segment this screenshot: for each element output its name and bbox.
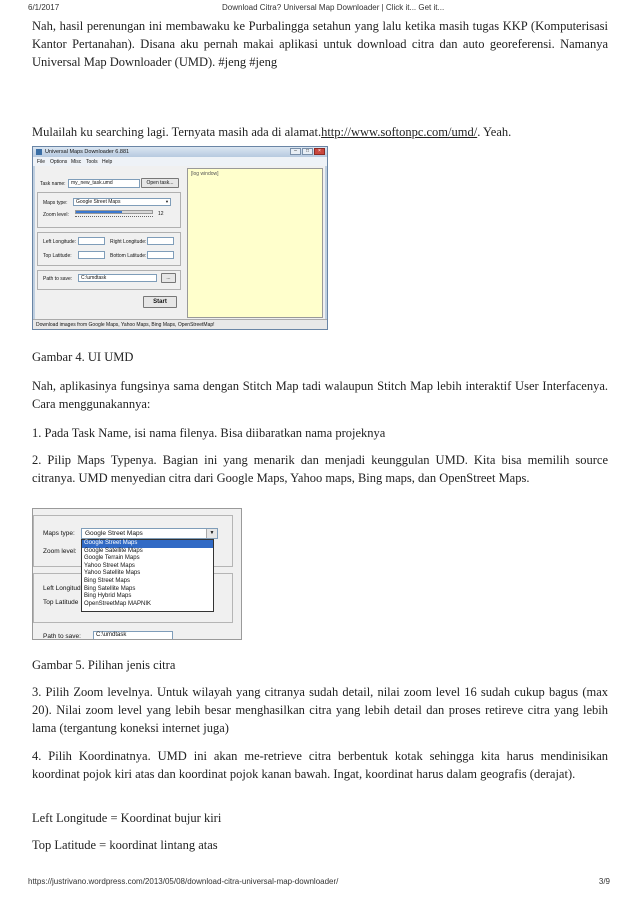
option-yahoo-street-maps[interactable]: Yahoo Street Maps — [84, 562, 135, 569]
paragraph-search-text: Mulailah ku searching lagi. Ternyata masih ada di alamat. — [32, 125, 322, 139]
bottom-latitude-input[interactable] — [147, 251, 174, 259]
paragraph-step-4: 4. Pilih Koordinatnya. UMD ini akan me-retrieve citra berbentuk kotak sehingga kita harus mendinisikan koordinat pojok kiri atas dan koordinat pojok kanan bawah. Ingat, koordinat harus dalam geografis (derajat). — [32, 749, 608, 781]
zoom-level-label-zoomed: Zoom level: — [43, 548, 77, 555]
task-name-input[interactable]: my_new_task.umd — [68, 179, 140, 188]
start-button[interactable]: Start — [143, 296, 177, 308]
maps-type-dropdown-screenshot — [32, 508, 242, 640]
maps-type-combo[interactable] — [81, 528, 218, 539]
open-task-button[interactable]: Open task... — [141, 178, 179, 188]
right-longitude-label: Right Longitude: — [110, 239, 147, 245]
maps-type-value: Google Street Maps — [76, 199, 121, 205]
print-date: 6/1/2017 — [28, 3, 60, 12]
paragraph-search-tail: . Yeah. — [477, 125, 512, 139]
umd-body — [35, 166, 325, 320]
paragraph-left-longitude: Left Longitude = Koordinat bujur kiri — [32, 811, 222, 825]
maps-type-label: Maps type: — [43, 200, 68, 206]
umd-window-screenshot — [32, 146, 328, 330]
umd-menu-bar — [33, 157, 327, 166]
top-latitude-label: Top Latitude: — [43, 253, 72, 259]
chevron-down-icon: ▼ — [165, 199, 169, 204]
paragraph-top-latitude: Top Latitude = koordinat lintang atas — [32, 838, 218, 852]
bottom-latitude-label: Bottom Latitude: — [110, 253, 147, 259]
left-longitude-label: Left Longitude: — [43, 239, 77, 245]
page-number: 3/9 — [598, 877, 610, 886]
status-text: Download images from Google Maps, Yahoo Maps, Bing Maps, OpenStreetMap! — [36, 322, 215, 328]
minimize-icon[interactable]: – — [290, 148, 301, 155]
umd-status-bar — [33, 319, 327, 329]
log-window — [187, 168, 323, 318]
right-longitude-input[interactable] — [147, 237, 174, 245]
chevron-down-icon[interactable]: ▼ — [206, 529, 217, 538]
option-bing-street-maps[interactable]: Bing Street Maps — [84, 577, 131, 584]
browse-button[interactable]: ... — [161, 273, 176, 283]
paragraph-intro: Nah, hasil perenungan ini membawaku ke Purbalingga setahun yang lalu ketika masih tugas KKP (Komputerisasi Kantor Pertanahan). Disana aku pernah makai aplikasi untuk download citra dan auto georeferensi. Namanya Universal Map Downloader (UMD). #jeng #jeng — [32, 19, 608, 69]
path-to-save-input-zoomed[interactable]: C:\umdtask — [93, 631, 173, 640]
umd-window-title: Universal Maps Downloader 6.881 — [45, 149, 130, 155]
paragraph-step-3: 3. Pilih Zoom levelnya. Untuk wilayah yang citranya sudah detail, nilai zoom level 16 sudah cukup bagus (max 20). Nilai zoom level yang lebih besar menghasilkan citra yang lebih detail dan proses retireve citra yang lebih lama (tergantung koneksi internet juga) — [32, 685, 608, 735]
task-name-label: Task name: — [40, 181, 66, 187]
option-google-street-maps[interactable]: Google Street Maps — [82, 540, 213, 548]
maximize-icon[interactable]: □ — [302, 148, 313, 155]
paragraph-step-2: 2. Pilip Maps Typenya. Bagian ini yang menarik dan menjadi keunggulan UMD. Kita bisa memilih source citranya. UMD menyedian citra dari Google Maps, Yahoo maps, Bing maps, dan OpenStreet Maps. — [32, 453, 608, 485]
app-icon — [36, 149, 42, 155]
figure-5-caption: Gambar 5. Pilihan jenis citra — [32, 658, 176, 672]
zoom-slider-fill — [76, 211, 122, 213]
menu-misc[interactable]: Misc — [71, 159, 82, 165]
option-bing-hybrid-maps[interactable]: Bing Hybrid Maps — [84, 593, 132, 600]
menu-tools[interactable]: Tools — [86, 159, 98, 165]
maps-type-combo-value: Google Street Maps — [85, 530, 143, 537]
umd-download-link[interactable]: http://www.softonpc.com/umd/ — [321, 125, 478, 139]
print-title: Download Citra? Universal Map Downloader | Click it... Get it... — [222, 3, 445, 12]
maps-type-select[interactable] — [73, 198, 171, 206]
maps-type-options-list — [81, 539, 214, 612]
maps-type-label-zoomed: Maps type: — [43, 530, 75, 537]
menu-file[interactable]: File — [37, 159, 46, 165]
umd-title-bar — [33, 147, 327, 157]
paragraph-search — [32, 123, 608, 141]
path-to-save-input[interactable]: C:\umdtask — [78, 274, 157, 282]
source-url: https://justrivano.wordpress.com/2013/05/08/download-citra-universal-map-downloader/ — [28, 877, 339, 886]
option-google-terrain-maps[interactable]: Google Terrain Maps — [84, 555, 140, 562]
paragraph-usage: Nah, aplikasinya fungsinya sama dengan Stitch Map tadi walaupun Stitch Map lebih interaktif User Interfacenya. Cara menggunakannya: — [32, 379, 608, 411]
paragraph-step-1: 1. Pada Task Name, isi nama filenya. Bisa diibaratkan nama projeknya — [32, 426, 386, 440]
menu-help[interactable]: Help — [102, 159, 113, 165]
path-to-save-label-zoomed: Path to save: — [43, 633, 81, 640]
zoom-slider[interactable] — [75, 210, 153, 214]
zoom-level-label: Zoom level: — [43, 212, 69, 218]
menu-options[interactable]: Options — [50, 159, 68, 165]
option-bing-satellite-maps[interactable]: Bing Satellite Maps — [84, 585, 136, 592]
zoom-ticks — [75, 216, 153, 219]
option-openstreetmap-mapnik[interactable]: OpenStreetMap MAPNIK — [84, 600, 152, 607]
left-longitude-input[interactable] — [78, 237, 105, 245]
log-window-text: [log window] — [191, 171, 219, 177]
option-google-satellite-maps[interactable]: Google Satellite Maps — [84, 547, 143, 554]
left-longitude-label-zoomed: Left Longitud — [43, 585, 81, 592]
zoom-level-value: 12 — [158, 211, 164, 217]
close-icon[interactable]: × — [314, 148, 325, 155]
figure-4-caption: Gambar 4. UI UMD — [32, 350, 134, 364]
top-latitude-input[interactable] — [78, 251, 105, 259]
option-yahoo-satellite-maps[interactable]: Yahoo Satellite Maps — [84, 570, 141, 577]
top-latitude-label-zoomed: Top Latitude — [43, 599, 79, 606]
path-to-save-label: Path to save: — [43, 276, 73, 282]
